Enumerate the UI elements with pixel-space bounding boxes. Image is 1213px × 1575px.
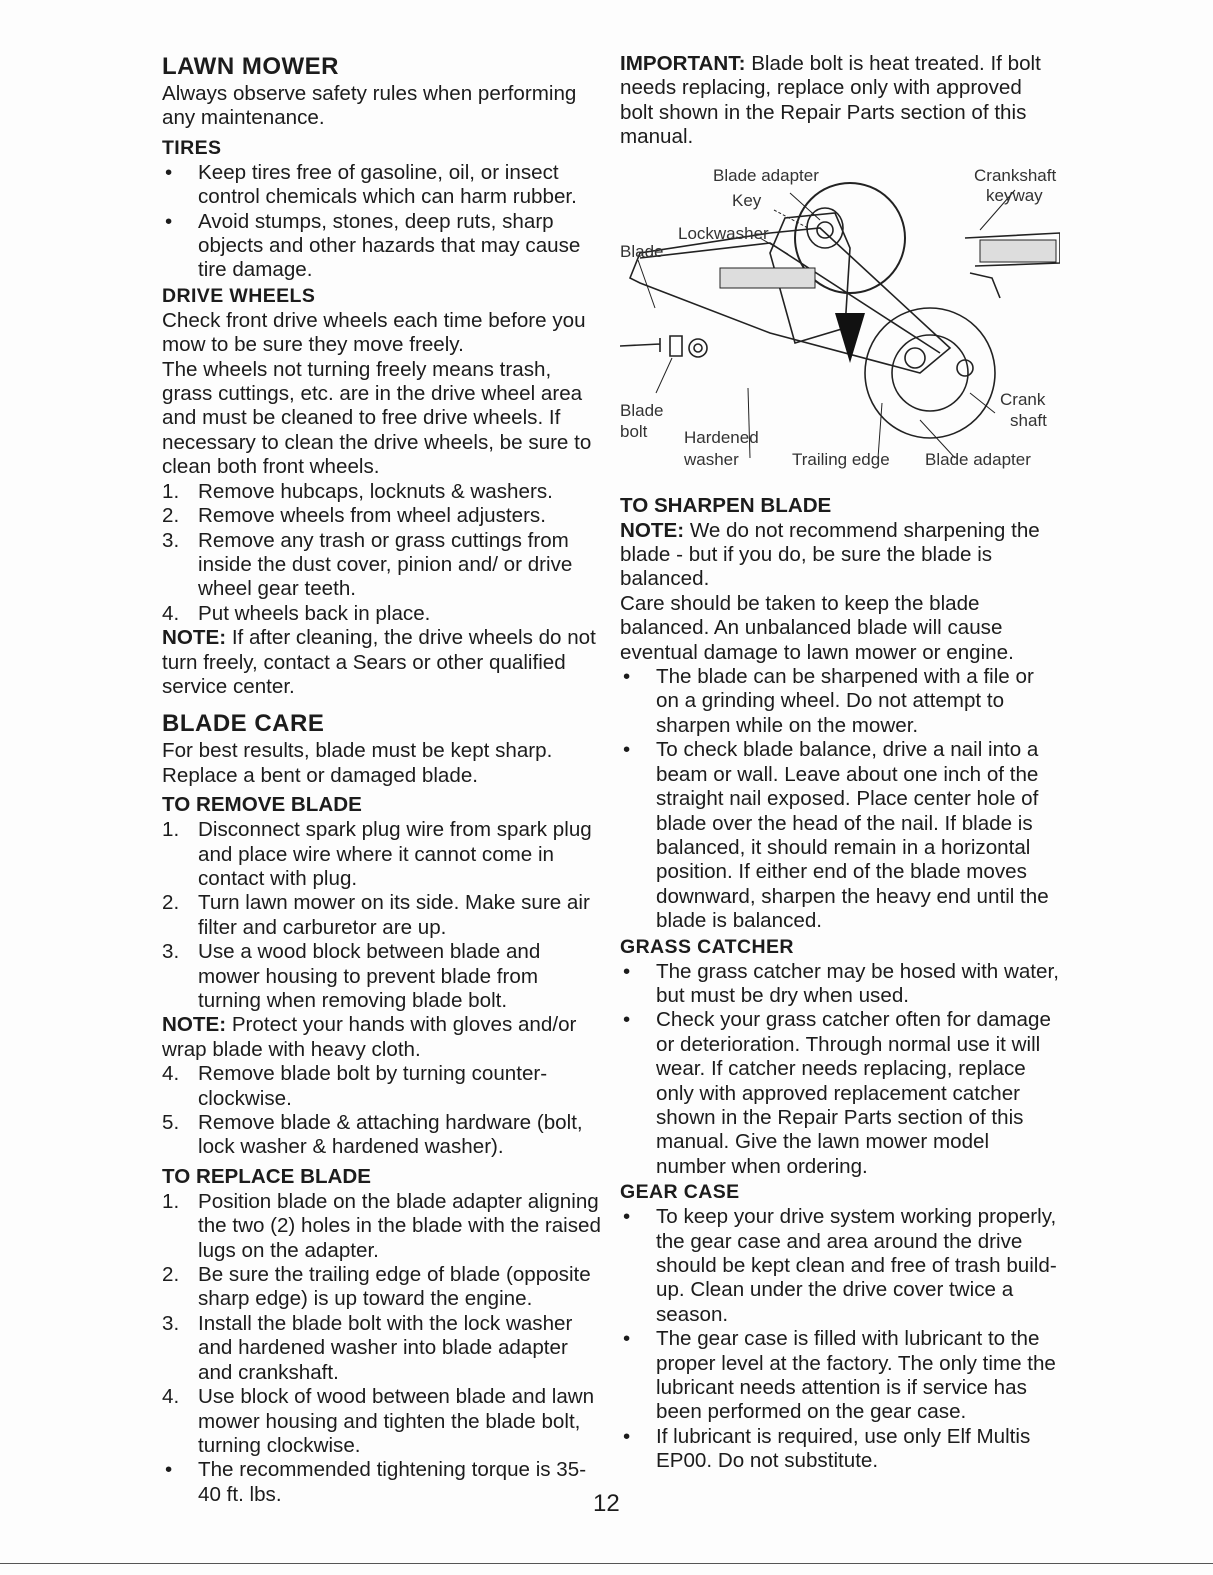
- bullet-icon: •: [623, 1205, 631, 1229]
- gear-case-bullets: [620, 1205, 1060, 1473]
- blade-assembly-diagram: [620, 158, 1060, 493]
- drive-wheels-heading: DRIVE WHEELS: [162, 284, 316, 307]
- list-item: • The recommended tightening torque is 35-40 ft. lbs.: [165, 1458, 587, 1506]
- right-column: [620, 52, 1060, 1474]
- bullet-icon: •: [623, 1008, 631, 1032]
- list-item: • Avoid stumps, stones, deep ruts, sharp objects and other hazards that may cause tire damage.: [165, 209, 581, 282]
- list-item: • The blade can be sharpened with a file or on a grinding wheel. Do not attempt to sharpen while on the mower.: [623, 665, 1034, 737]
- list-item: • To keep your drive system working properly, the gear case and area around the drive should be kept clean and free of trash build-up. Clean under the drive cover twice a season.: [623, 1205, 1057, 1326]
- lawn-mower-intro: Always observe safety rules when performing any maintenance.: [162, 82, 577, 130]
- drive-wheels-note: NOTE: If after cleaning, the drive wheels do not turn freely, contact a Sears or other qualified service center.: [162, 626, 596, 698]
- page-number: 12: [593, 1490, 620, 1517]
- list-item: 5. Remove blade & attaching hardware (bolt, lock washer & hardened washer).: [162, 1111, 583, 1159]
- remove-blade-steps: [162, 818, 602, 1013]
- sharpen-note: NOTE: We do not recommend sharpening the blade - but if you do, be sure the blade is balanced.: [620, 518, 1040, 591]
- bullet-icon: •: [623, 959, 631, 983]
- label-hardened-washer-1: Hardened: [684, 427, 759, 447]
- drive-wheels-para-2: The wheels not turning freely means trash, grass cuttings, etc. are in the drive wheel area and must be cleaned to free drive wheels. If necessary to clean the drive wheels, be sure to clean both front wheels.: [162, 357, 592, 479]
- replace-blade-bullets: [162, 1458, 602, 1507]
- label-blade: Blade: [620, 241, 664, 261]
- remove-blade-steps-2: [162, 1062, 602, 1160]
- bullet-icon: •: [623, 738, 631, 762]
- list-item: 2. Be sure the trailing edge of blade (opposite sharp edge) is up toward the engine.: [162, 1263, 591, 1311]
- label-blade-adapter-bottom: Blade adapter: [925, 449, 1031, 469]
- bullet-icon: •: [165, 209, 173, 233]
- label-blade-bolt-2: bolt: [620, 421, 648, 441]
- gear-case-heading: GEAR CASE: [620, 1181, 740, 1204]
- list-item: 2. Turn lawn mower on its side. Make sure air filter and carburetor are up.: [162, 891, 590, 939]
- label-blade-adapter: Blade adapter: [713, 165, 819, 185]
- list-item: 4. Put wheels back in place.: [162, 601, 431, 625]
- drive-wheels-steps: [162, 480, 602, 626]
- tires-heading: TIRES: [162, 136, 222, 159]
- list-item: • Check your grass catcher often for damage or deterioration. Through normal use it will wear. If catcher needs replacing, replace only with approved replacement catcher shown in the Repair Parts section of this manual. Give the lawn mower model number when ordering.: [623, 1008, 1051, 1178]
- label-crank-shaft-1: Crank: [1000, 389, 1046, 409]
- bullet-icon: •: [165, 160, 173, 184]
- lawn-mower-heading: LAWN MOWER: [162, 53, 339, 80]
- list-item: 3. Remove any trash or grass cuttings from inside the dust cover, pinion and/ or drive wheel gear teeth.: [162, 528, 573, 601]
- sharpen-blade-heading: TO SHARPEN BLADE: [620, 493, 832, 517]
- label-trailing-edge: Trailing edge: [792, 449, 890, 469]
- list-item: • The gear case is filled with lubricant to the proper level at the factory. The only time the lubricant needs attention is if service has been performed on the gear case.: [623, 1327, 1056, 1424]
- label-lockwasher: Lockwasher: [678, 223, 769, 243]
- list-item: 1. Disconnect spark plug wire from spark plug and place wire where it cannot come in contact with plug.: [162, 818, 592, 890]
- label-crankshaft-keyway-2: keyway: [986, 185, 1043, 205]
- replace-blade-steps: [162, 1190, 602, 1458]
- list-item: 1. Remove hubcaps, locknuts & washers.: [162, 479, 553, 503]
- left-column: [162, 52, 602, 1507]
- list-item: 3. Install the blade bolt with the lock washer and hardened washer into blade adapter and crankshaft.: [162, 1311, 573, 1384]
- blade-care-intro: For best results, blade must be kept sharp. Replace a bent or damaged blade.: [162, 739, 553, 787]
- list-item: • To check blade balance, drive a nail into a beam or wall. Leave about one inch of the straight nail exposed. Place center hole of blade over the head of the nail. If blade is balanced, it should remain in a horizontal position. If either end of the blade moves downward, sharpen the heavy end until the blade is balanced.: [623, 738, 1049, 933]
- list-item: • Keep tires free of gasoline, oil, or insect control chemicals which can harm rubber.: [165, 160, 577, 209]
- label-blade-bolt-1: Blade: [620, 400, 664, 420]
- bullet-icon: •: [623, 1327, 631, 1351]
- label-crankshaft-keyway-1: Crankshaft: [974, 165, 1057, 185]
- list-item: 4. Remove blade bolt by turning counter-clockwise.: [162, 1062, 548, 1110]
- bullet-icon: •: [623, 1424, 631, 1448]
- list-item: • If lubricant is required, use only Elf Multis EP00. Do not substitute.: [623, 1424, 1031, 1473]
- label-hardened-washer-2: washer: [684, 449, 739, 469]
- list-item: 4. Use block of wood between blade and lawn mower housing and tighten the blade bolt, turning clockwise.: [162, 1385, 595, 1457]
- bullet-icon: •: [165, 1458, 173, 1482]
- page-bottom-rule: [0, 1563, 1213, 1564]
- list-item: • The grass catcher may be hosed with water, but must be dry when used.: [623, 959, 1059, 1007]
- list-item: 3. Use a wood block between blade and mower housing to prevent blade from turning when removing blade bolt.: [162, 940, 541, 1012]
- blade-care-heading: BLADE CARE: [162, 710, 325, 738]
- list-item: 1. Position blade on the blade adapter aligning the two (2) holes in the blade with the raised lugs on the adapter.: [162, 1189, 601, 1262]
- replace-blade-heading: TO REPLACE BLADE: [162, 1164, 372, 1188]
- list-item: 2. Remove wheels from wheel adjusters.: [162, 504, 546, 528]
- label-crank-shaft-2: shaft: [1010, 410, 1047, 430]
- tires-list: [162, 161, 602, 283]
- grass-catcher-heading: GRASS CATCHER: [620, 935, 794, 958]
- sharpen-bullets: [620, 665, 1060, 933]
- grass-catcher-bullets: [620, 960, 1060, 1180]
- drive-wheels-para-1: Check front drive wheels each time before you mow to be sure they move freely.: [162, 308, 586, 357]
- bullet-icon: •: [623, 665, 631, 689]
- remove-blade-heading: TO REMOVE BLADE: [162, 793, 362, 817]
- important-notice: IMPORTANT: Blade bolt is heat treated. If bolt needs replacing, replace only with approved bolt shown in the Repair Parts section of this manual.: [620, 52, 1041, 149]
- remove-blade-note: NOTE: Protect your hands with gloves and/or wrap blade with heavy cloth.: [162, 1013, 577, 1061]
- sharpen-para: Care should be taken to keep the blade balanced. An unbalanced blade will cause eventual damage to lawn mower or engine.: [620, 591, 1014, 664]
- label-key: Key: [732, 190, 762, 210]
